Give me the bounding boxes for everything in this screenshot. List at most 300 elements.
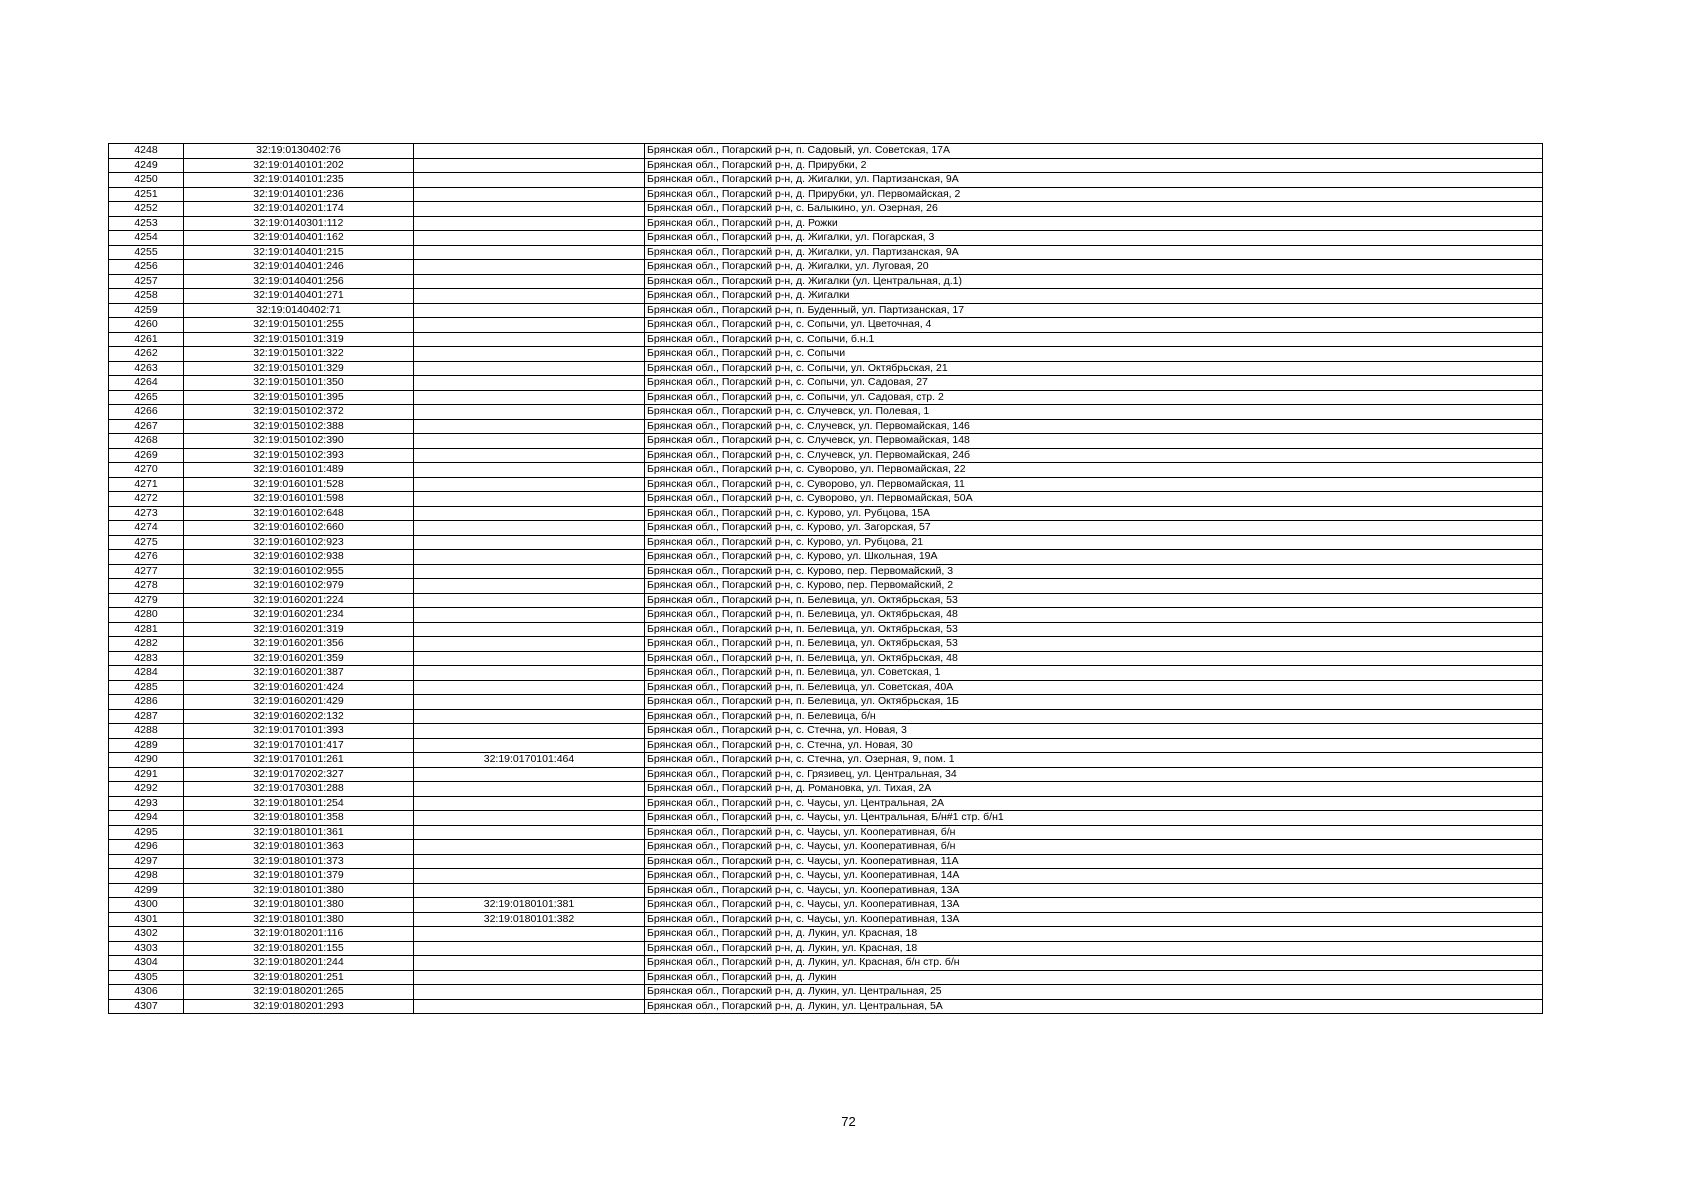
address-cell: Брянская обл., Погарский р-н, с. Сопычи, б.н.1 (645, 332, 1543, 347)
related-cadastral-number-cell (414, 985, 645, 1000)
address-cell: Брянская обл., Погарский р-н, д. Романовка, ул. Тихая, 2А (645, 782, 1543, 797)
address-cell: Брянская обл., Погарский р-н, с. Курово, ул. Школьная, 19А (645, 550, 1543, 565)
cadastral-number-cell: 32:19:0160201:387 (184, 666, 414, 681)
address-cell: Брянская обл., Погарский р-н, с. Курово, пер. Первомайский, 3 (645, 564, 1543, 579)
table-row (109, 274, 1543, 289)
row-number-cell: 4268 (109, 434, 184, 449)
related-cadastral-number-cell (414, 187, 645, 202)
address-cell: Брянская обл., Погарский р-н, п. Белевица, ул. Октябрьская, 53 (645, 637, 1543, 652)
related-cadastral-number-cell (414, 738, 645, 753)
address-cell: Брянская обл., Погарский р-н, с. Сопычи, ул. Цветочная, 4 (645, 318, 1543, 333)
row-number-cell: 4306 (109, 985, 184, 1000)
page-number: 72 (841, 1114, 856, 1129)
cadastral-number-cell: 32:19:0150101:350 (184, 376, 414, 391)
address-cell: Брянская обл., Погарский р-н, с. Курово, ул. Рубцова, 15А (645, 506, 1543, 521)
related-cadastral-number-cell (414, 173, 645, 188)
related-cadastral-number-cell (414, 550, 645, 565)
cadastral-number-cell: 32:19:0170301:288 (184, 782, 414, 797)
related-cadastral-number-cell (414, 999, 645, 1014)
related-cadastral-number-cell (414, 811, 645, 826)
address-cell: Брянская обл., Погарский р-н, с. Сопычи (645, 347, 1543, 362)
address-cell: Брянская обл., Погарский р-н, п. Белевица, б/н (645, 709, 1543, 724)
address-cell: Брянская обл., Погарский р-н, с. Чаусы, ул. Кооперативная, б/н (645, 825, 1543, 840)
address-cell: Брянская обл., Погарский р-н, п. Садовый, ул. Советская, 17А (645, 144, 1543, 159)
related-cadastral-number-cell (414, 956, 645, 971)
related-cadastral-number-cell (414, 202, 645, 217)
table-row (109, 521, 1543, 536)
row-number-cell: 4264 (109, 376, 184, 391)
table-row (109, 854, 1543, 869)
row-number-cell: 4270 (109, 463, 184, 478)
address-cell: Брянская обл., Погарский р-н, с. Грязивец, ул. Центральная, 34 (645, 767, 1543, 782)
row-number-cell: 4304 (109, 956, 184, 971)
table-row (109, 144, 1543, 159)
cadastral-number-cell: 32:19:0140401:162 (184, 231, 414, 246)
address-cell: Брянская обл., Погарский р-н, д. Лукин, ул. Центральная, 25 (645, 985, 1543, 1000)
address-cell: Брянская обл., Погарский р-н, с. Курово, ул. Загорская, 57 (645, 521, 1543, 536)
cadastral-number-cell: 32:19:0160101:528 (184, 477, 414, 492)
table-row (109, 535, 1543, 550)
table-row (109, 434, 1543, 449)
table-row (109, 564, 1543, 579)
table-row (109, 405, 1543, 420)
table-row (109, 927, 1543, 942)
address-cell: Брянская обл., Погарский р-н, д. Лукин, ул. Красная, 18 (645, 941, 1543, 956)
table-row (109, 231, 1543, 246)
cadastral-number-cell: 32:19:0160201:234 (184, 608, 414, 623)
table-row (109, 709, 1543, 724)
address-cell: Брянская обл., Погарский р-н, с. Суворово, ул. Первомайская, 22 (645, 463, 1543, 478)
table-row (109, 898, 1543, 913)
address-cell: Брянская обл., Погарский р-н, д. Прирубки, ул. Первомайская, 2 (645, 187, 1543, 202)
table-row (109, 158, 1543, 173)
table-row (109, 260, 1543, 275)
row-number-cell: 4255 (109, 245, 184, 260)
cadastral-number-cell: 32:19:0180101:254 (184, 796, 414, 811)
address-cell: Брянская обл., Погарский р-н, д. Жигалки (ул. Центральная, д.1) (645, 274, 1543, 289)
row-number-cell: 4252 (109, 202, 184, 217)
row-number-cell: 4291 (109, 767, 184, 782)
table-row (109, 796, 1543, 811)
row-number-cell: 4302 (109, 927, 184, 942)
cadastral-number-cell: 32:19:0160202:132 (184, 709, 414, 724)
related-cadastral-number-cell (414, 376, 645, 391)
related-cadastral-number-cell (414, 941, 645, 956)
related-cadastral-number-cell (414, 506, 645, 521)
address-cell: Брянская обл., Погарский р-н, п. Белевица, ул. Октябрьская, 1Б (645, 695, 1543, 710)
row-number-cell: 4281 (109, 622, 184, 637)
address-cell: Брянская обл., Погарский р-н, с. Чаусы, ул. Кооперативная, б/н (645, 840, 1543, 855)
row-number-cell: 4300 (109, 898, 184, 913)
table-row (109, 492, 1543, 507)
related-cadastral-number-cell (414, 535, 645, 550)
related-cadastral-number-cell (414, 796, 645, 811)
row-number-cell: 4296 (109, 840, 184, 855)
row-number-cell: 4266 (109, 405, 184, 420)
address-cell: Брянская обл., Погарский р-н, д. Жигалки, ул. Луговая, 20 (645, 260, 1543, 275)
table-row (109, 419, 1543, 434)
table-row (109, 738, 1543, 753)
cadastral-number-cell: 32:19:0150101:319 (184, 332, 414, 347)
cadastral-number-cell: 32:19:0140301:112 (184, 216, 414, 231)
related-cadastral-number-cell (414, 434, 645, 449)
cadastral-number-cell: 32:19:0180101:358 (184, 811, 414, 826)
address-cell: Брянская обл., Погарский р-н, д. Лукин (645, 970, 1543, 985)
related-cadastral-number-cell (414, 883, 645, 898)
row-number-cell: 4287 (109, 709, 184, 724)
related-cadastral-number-cell (414, 158, 645, 173)
address-cell: Брянская обл., Погарский р-н, с. Чаусы, ул. Кооперативная, 14А (645, 869, 1543, 884)
row-number-cell: 4301 (109, 912, 184, 927)
table-row (109, 448, 1543, 463)
related-cadastral-number-cell (414, 695, 645, 710)
address-cell: Брянская обл., Погарский р-н, с. Чаусы, ул. Кооперативная, 13А (645, 912, 1543, 927)
address-cell: Брянская обл., Погарский р-н, с. Сопычи, ул. Садовая, 27 (645, 376, 1543, 391)
table-row (109, 869, 1543, 884)
address-cell: Брянская обл., Погарский р-н, с. Чаусы, ул. Кооперативная, 13А (645, 898, 1543, 913)
table-row (109, 753, 1543, 768)
row-number-cell: 4293 (109, 796, 184, 811)
table-row (109, 187, 1543, 202)
related-cadastral-number-cell (414, 970, 645, 985)
cadastral-number-cell: 32:19:0140401:271 (184, 289, 414, 304)
row-number-cell: 4280 (109, 608, 184, 623)
address-cell: Брянская обл., Погарский р-н, с. Суворово, ул. Первомайская, 11 (645, 477, 1543, 492)
address-cell: Брянская обл., Погарский р-н, п. Белевица, ул. Октябрьская, 48 (645, 651, 1543, 666)
table-body (109, 144, 1543, 1014)
cadastral-number-cell: 32:19:0150101:322 (184, 347, 414, 362)
row-number-cell: 4277 (109, 564, 184, 579)
related-cadastral-number-cell (414, 448, 645, 463)
row-number-cell: 4278 (109, 579, 184, 594)
related-cadastral-number-cell (414, 680, 645, 695)
cadastral-number-cell: 32:19:0150101:395 (184, 390, 414, 405)
address-cell: Брянская обл., Погарский р-н, д. Жигалки, ул. Партизанская, 9А (645, 245, 1543, 260)
table-row (109, 506, 1543, 521)
related-cadastral-number-cell (414, 332, 645, 347)
related-cadastral-number-cell (414, 840, 645, 855)
row-number-cell: 4262 (109, 347, 184, 362)
cadastral-number-cell: 32:19:0150102:372 (184, 405, 414, 420)
address-cell: Брянская обл., Погарский р-н, с. Случевск, ул. Первомайская, 24б (645, 448, 1543, 463)
row-number-cell: 4307 (109, 999, 184, 1014)
row-number-cell: 4289 (109, 738, 184, 753)
row-number-cell: 4285 (109, 680, 184, 695)
cadastral-number-cell: 32:19:0180201:251 (184, 970, 414, 985)
cadastral-number-cell: 32:19:0180101:379 (184, 869, 414, 884)
cadastral-number-cell: 32:19:0170101:417 (184, 738, 414, 753)
related-cadastral-number-cell (414, 854, 645, 869)
cadastral-number-cell: 32:19:0140101:236 (184, 187, 414, 202)
address-cell: Брянская обл., Погарский р-н, с. Случевск, ул. Полевая, 1 (645, 405, 1543, 420)
address-cell: Брянская обл., Погарский р-н, с. Суворово, ул. Первомайская, 50А (645, 492, 1543, 507)
row-number-cell: 4249 (109, 158, 184, 173)
cadastral-number-cell: 32:19:0180201:265 (184, 985, 414, 1000)
related-cadastral-number-cell (414, 608, 645, 623)
table-row (109, 782, 1543, 797)
cadastral-number-cell: 32:19:0140101:235 (184, 173, 414, 188)
row-number-cell: 4254 (109, 231, 184, 246)
table-row (109, 825, 1543, 840)
related-cadastral-number-cell (414, 231, 645, 246)
cadastral-number-cell: 32:19:0140401:246 (184, 260, 414, 275)
address-cell: Брянская обл., Погарский р-н, д. Жигалки (645, 289, 1543, 304)
related-cadastral-number-cell: 32:19:0180101:382 (414, 912, 645, 927)
related-cadastral-number-cell: 32:19:0170101:464 (414, 753, 645, 768)
address-cell: Брянская обл., Погарский р-н, п. Буденный, ул. Партизанская, 17 (645, 303, 1543, 318)
cadastral-number-cell: 32:19:0160102:923 (184, 535, 414, 550)
table-row (109, 579, 1543, 594)
cadastral-number-cell: 32:19:0170101:393 (184, 724, 414, 739)
address-cell: Брянская обл., Погарский р-н, с. Курово, ул. Рубцова, 21 (645, 535, 1543, 550)
property-register-table (108, 143, 1543, 1014)
related-cadastral-number-cell (414, 782, 645, 797)
related-cadastral-number-cell (414, 521, 645, 536)
cadastral-number-cell: 32:19:0180201:116 (184, 927, 414, 942)
cadastral-number-cell: 32:19:0180201:155 (184, 941, 414, 956)
table-row (109, 666, 1543, 681)
row-number-cell: 4288 (109, 724, 184, 739)
related-cadastral-number-cell (414, 825, 645, 840)
related-cadastral-number-cell: 32:19:0180101:381 (414, 898, 645, 913)
table-row (109, 767, 1543, 782)
cadastral-number-cell: 32:19:0130402:76 (184, 144, 414, 159)
table-row (109, 985, 1543, 1000)
row-number-cell: 4290 (109, 753, 184, 768)
row-number-cell: 4250 (109, 173, 184, 188)
address-cell: Брянская обл., Погарский р-н, д. Жигалки, ул. Партизанская, 9А (645, 173, 1543, 188)
related-cadastral-number-cell (414, 245, 645, 260)
address-cell: Брянская обл., Погарский р-н, с. Стечна, ул. Новая, 30 (645, 738, 1543, 753)
table-row (109, 724, 1543, 739)
table-row (109, 550, 1543, 565)
row-number-cell: 4258 (109, 289, 184, 304)
cadastral-number-cell: 32:19:0180101:363 (184, 840, 414, 855)
related-cadastral-number-cell (414, 303, 645, 318)
address-cell: Брянская обл., Погарский р-н, п. Белевица, ул. Советская, 40А (645, 680, 1543, 695)
address-cell: Брянская обл., Погарский р-н, с. Сопычи, ул. Садовая, стр. 2 (645, 390, 1543, 405)
related-cadastral-number-cell (414, 622, 645, 637)
table-row (109, 245, 1543, 260)
row-number-cell: 4303 (109, 941, 184, 956)
related-cadastral-number-cell (414, 477, 645, 492)
related-cadastral-number-cell (414, 347, 645, 362)
cadastral-number-cell: 32:19:0140401:256 (184, 274, 414, 289)
related-cadastral-number-cell (414, 724, 645, 739)
table-row (109, 651, 1543, 666)
cadastral-number-cell: 32:19:0180101:361 (184, 825, 414, 840)
row-number-cell: 4297 (109, 854, 184, 869)
cadastral-number-cell: 32:19:0150102:388 (184, 419, 414, 434)
table-row (109, 332, 1543, 347)
row-number-cell: 4292 (109, 782, 184, 797)
address-cell: Брянская обл., Погарский р-н, с. Случевск, ул. Первомайская, 148 (645, 434, 1543, 449)
address-cell: Брянская обл., Погарский р-н, с. Сопычи, ул. Октябрьская, 21 (645, 361, 1543, 376)
row-number-cell: 4273 (109, 506, 184, 521)
row-number-cell: 4272 (109, 492, 184, 507)
table-row (109, 840, 1543, 855)
row-number-cell: 4271 (109, 477, 184, 492)
cadastral-number-cell: 32:19:0160201:224 (184, 593, 414, 608)
row-number-cell: 4279 (109, 593, 184, 608)
address-cell: Брянская обл., Погарский р-н, с. Балыкино, ул. Озерная, 26 (645, 202, 1543, 217)
cadastral-number-cell: 32:19:0180201:293 (184, 999, 414, 1014)
table-row (109, 941, 1543, 956)
address-cell: Брянская обл., Погарский р-н, д. Лукин, ул. Красная, 18 (645, 927, 1543, 942)
row-number-cell: 4299 (109, 883, 184, 898)
related-cadastral-number-cell (414, 405, 645, 420)
table-row (109, 361, 1543, 376)
table-row (109, 695, 1543, 710)
row-number-cell: 4294 (109, 811, 184, 826)
row-number-cell: 4274 (109, 521, 184, 536)
cadastral-number-cell: 32:19:0160201:359 (184, 651, 414, 666)
row-number-cell: 4282 (109, 637, 184, 652)
table-row (109, 303, 1543, 318)
table-row (109, 912, 1543, 927)
table-row (109, 970, 1543, 985)
cadastral-number-cell: 32:19:0160201:356 (184, 637, 414, 652)
address-cell: Брянская обл., Погарский р-н, п. Белевица, ул. Октябрьская, 53 (645, 593, 1543, 608)
cadastral-number-cell: 32:19:0150101:255 (184, 318, 414, 333)
address-cell: Брянская обл., Погарский р-н, с. Стечна, ул. Озерная, 9, пом. 1 (645, 753, 1543, 768)
address-cell: Брянская обл., Погарский р-н, с. Чаусы, ул. Кооперативная, 11А (645, 854, 1543, 869)
related-cadastral-number-cell (414, 869, 645, 884)
related-cadastral-number-cell (414, 144, 645, 159)
related-cadastral-number-cell (414, 216, 645, 231)
cadastral-number-cell: 32:19:0180101:380 (184, 883, 414, 898)
address-cell: Брянская обл., Погарский р-н, с. Чаусы, ул. Центральная, 2А (645, 796, 1543, 811)
cadastral-number-cell: 32:19:0160201:424 (184, 680, 414, 695)
table-row (109, 680, 1543, 695)
table-row (109, 463, 1543, 478)
related-cadastral-number-cell (414, 927, 645, 942)
row-number-cell: 4260 (109, 318, 184, 333)
address-cell: Брянская обл., Погарский р-н, с. Случевск, ул. Первомайская, 146 (645, 419, 1543, 434)
cadastral-number-cell: 32:19:0150102:390 (184, 434, 414, 449)
row-number-cell: 4275 (109, 535, 184, 550)
row-number-cell: 4259 (109, 303, 184, 318)
row-number-cell: 4284 (109, 666, 184, 681)
address-cell: Брянская обл., Погарский р-н, п. Белевица, ул. Советская, 1 (645, 666, 1543, 681)
cadastral-number-cell: 32:19:0160102:979 (184, 579, 414, 594)
table-row (109, 216, 1543, 231)
related-cadastral-number-cell (414, 274, 645, 289)
cadastral-number-cell: 32:19:0140402:71 (184, 303, 414, 318)
cadastral-number-cell: 32:19:0160102:938 (184, 550, 414, 565)
related-cadastral-number-cell (414, 289, 645, 304)
address-cell: Брянская обл., Погарский р-н, п. Белевица, ул. Октябрьская, 53 (645, 622, 1543, 637)
related-cadastral-number-cell (414, 593, 645, 608)
table-row (109, 289, 1543, 304)
row-number-cell: 4253 (109, 216, 184, 231)
table-row (109, 318, 1543, 333)
address-cell: Брянская обл., Погарский р-н, с. Стечна, ул. Новая, 3 (645, 724, 1543, 739)
related-cadastral-number-cell (414, 419, 645, 434)
related-cadastral-number-cell (414, 637, 645, 652)
row-number-cell: 4261 (109, 332, 184, 347)
table-row (109, 637, 1543, 652)
cadastral-number-cell: 32:19:0160201:319 (184, 622, 414, 637)
row-number-cell: 4265 (109, 390, 184, 405)
cadastral-number-cell: 32:19:0160101:489 (184, 463, 414, 478)
address-cell: Брянская обл., Погарский р-н, д. Прирубки, 2 (645, 158, 1543, 173)
cadastral-number-cell: 32:19:0140101:202 (184, 158, 414, 173)
cadastral-number-cell: 32:19:0150101:329 (184, 361, 414, 376)
related-cadastral-number-cell (414, 767, 645, 782)
address-cell: Брянская обл., Погарский р-н, с. Курово, пер. Первомайский, 2 (645, 579, 1543, 594)
related-cadastral-number-cell (414, 651, 645, 666)
row-number-cell: 4257 (109, 274, 184, 289)
table-row (109, 477, 1543, 492)
row-number-cell: 4248 (109, 144, 184, 159)
table-row (109, 347, 1543, 362)
cadastral-number-cell: 32:19:0160102:660 (184, 521, 414, 536)
cadastral-number-cell: 32:19:0160102:955 (184, 564, 414, 579)
cadastral-number-cell: 32:19:0170101:261 (184, 753, 414, 768)
table-row (109, 883, 1543, 898)
related-cadastral-number-cell (414, 666, 645, 681)
related-cadastral-number-cell (414, 260, 645, 275)
row-number-cell: 4286 (109, 695, 184, 710)
row-number-cell: 4263 (109, 361, 184, 376)
related-cadastral-number-cell (414, 579, 645, 594)
related-cadastral-number-cell (414, 709, 645, 724)
cadastral-number-cell: 32:19:0160101:598 (184, 492, 414, 507)
address-cell: Брянская обл., Погарский р-н, с. Чаусы, ул. Кооперативная, 13А (645, 883, 1543, 898)
row-number-cell: 4305 (109, 970, 184, 985)
cadastral-number-cell: 32:19:0180101:373 (184, 854, 414, 869)
cadastral-number-cell: 32:19:0150102:393 (184, 448, 414, 463)
related-cadastral-number-cell (414, 390, 645, 405)
cadastral-number-cell: 32:19:0160102:648 (184, 506, 414, 521)
table-row (109, 390, 1543, 405)
related-cadastral-number-cell (414, 361, 645, 376)
cadastral-number-cell: 32:19:0180201:244 (184, 956, 414, 971)
table-row (109, 811, 1543, 826)
address-cell: Брянская обл., Погарский р-н, д. Жигалки, ул. Погарская, 3 (645, 231, 1543, 246)
address-cell: Брянская обл., Погарский р-н, д. Лукин, ул. Центральная, 5А (645, 999, 1543, 1014)
row-number-cell: 4298 (109, 869, 184, 884)
table-row (109, 593, 1543, 608)
cadastral-number-cell: 32:19:0140401:215 (184, 245, 414, 260)
row-number-cell: 4283 (109, 651, 184, 666)
row-number-cell: 4276 (109, 550, 184, 565)
cadastral-number-cell: 32:19:0140201:174 (184, 202, 414, 217)
address-cell: Брянская обл., Погарский р-н, с. Чаусы, ул. Центральная, Б/н#1 стр. б/н1 (645, 811, 1543, 826)
address-cell: Брянская обл., Погарский р-н, д. Лукин, ул. Красная, б/н стр. б/н (645, 956, 1543, 971)
related-cadastral-number-cell (414, 318, 645, 333)
cadastral-number-cell: 32:19:0160201:429 (184, 695, 414, 710)
table-row (109, 622, 1543, 637)
address-cell: Брянская обл., Погарский р-н, д. Рожки (645, 216, 1543, 231)
table-row (109, 608, 1543, 623)
table-row (109, 956, 1543, 971)
row-number-cell: 4269 (109, 448, 184, 463)
row-number-cell: 4295 (109, 825, 184, 840)
cadastral-number-cell: 32:19:0180101:380 (184, 898, 414, 913)
row-number-cell: 4267 (109, 419, 184, 434)
table-row (109, 202, 1543, 217)
related-cadastral-number-cell (414, 564, 645, 579)
cadastral-number-cell: 32:19:0180101:380 (184, 912, 414, 927)
address-cell: Брянская обл., Погарский р-н, п. Белевица, ул. Октябрьская, 48 (645, 608, 1543, 623)
row-number-cell: 4251 (109, 187, 184, 202)
related-cadastral-number-cell (414, 492, 645, 507)
table-row (109, 376, 1543, 391)
cadastral-number-cell: 32:19:0170202:327 (184, 767, 414, 782)
related-cadastral-number-cell (414, 463, 645, 478)
